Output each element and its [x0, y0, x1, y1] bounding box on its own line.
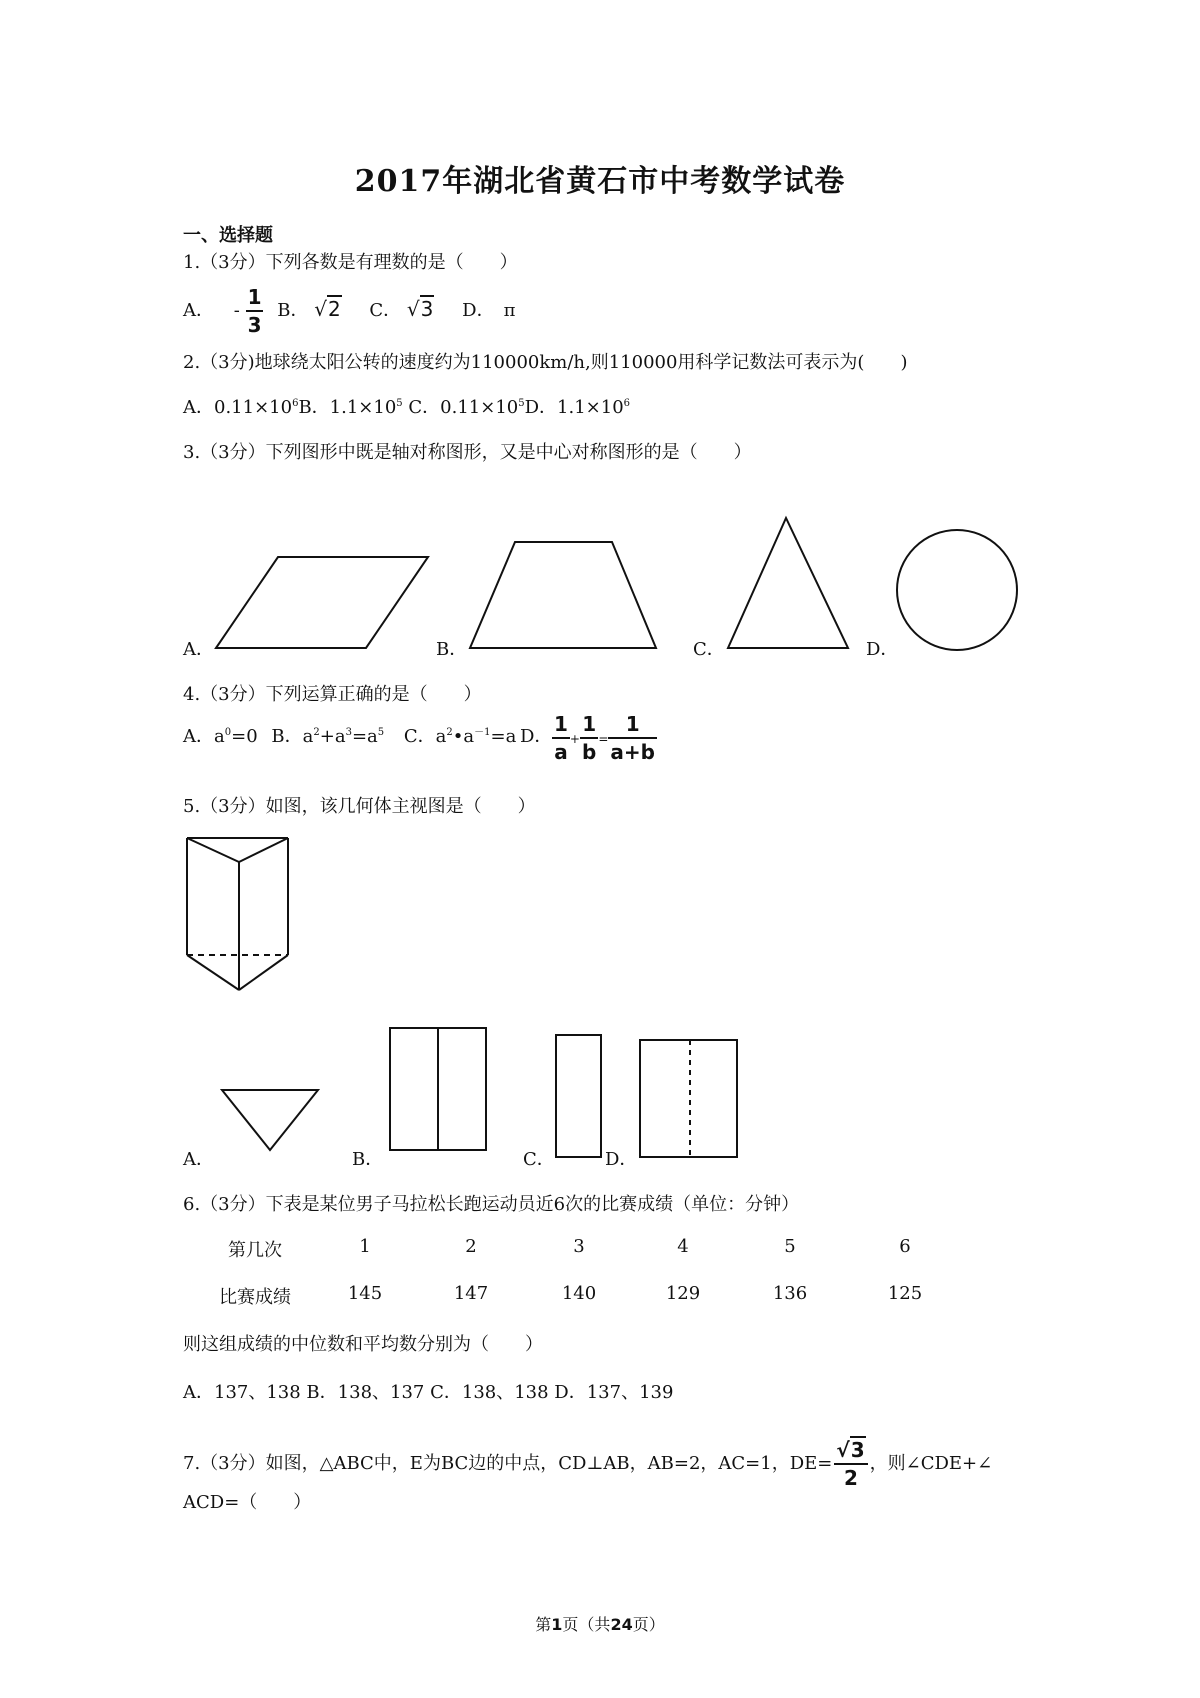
q7-sqrt3: √3	[836, 1438, 865, 1462]
q1-option-a[interactable]: A． - $\frac{1}{3}$	[183, 285, 262, 337]
table-cell: 140	[561, 1283, 597, 1304]
option-c-rect	[556, 1035, 601, 1157]
table-cell: 129	[665, 1283, 701, 1304]
table-header-cell: 第几次	[228, 1240, 282, 1261]
triangular-prism-shape	[187, 838, 288, 990]
q4-option-c[interactable]: C．$a^2•a^{-1}=a$	[403, 726, 517, 747]
q2-option-c[interactable]: C．$0.11\times 10^5$	[408, 397, 525, 418]
q4-d-expression: $\frac{1}{a}$ + $\frac{1}{b}$ = $\frac{1}{a+b}$	[554, 712, 655, 764]
table-cell: 3	[573, 1236, 585, 1257]
table-header-cell: 比赛成绩	[219, 1287, 291, 1308]
q2-option-b[interactable]: B．$1.1\times 10^5$	[298, 397, 403, 418]
q5-label-a[interactable]: A．	[183, 1149, 214, 1170]
table-cell: 145	[347, 1283, 383, 1304]
q4-option-d[interactable]: D．	[520, 726, 553, 747]
option-a-triangle	[222, 1090, 318, 1150]
q5-label-b[interactable]: B．	[352, 1149, 384, 1170]
q3-label-b[interactable]: B．	[436, 639, 468, 660]
q1-option-b[interactable]: B． √2	[277, 297, 341, 321]
q5-label-d[interactable]: D．	[605, 1149, 638, 1170]
q1-option-c[interactable]: C． √3	[369, 297, 434, 321]
q1-sqrt2: √2	[314, 297, 341, 321]
table-cell: 6	[899, 1236, 911, 1257]
q1-sqrt3: √3	[406, 297, 434, 321]
q4-option-a[interactable]: A．$a^0=0$	[183, 726, 258, 747]
q1-stem: 1.（3分）下列各数是有理数的是（ ）	[183, 252, 518, 273]
table-cell: 136	[772, 1283, 808, 1304]
q3-label-c[interactable]: C．	[693, 639, 725, 660]
q2-option-a[interactable]: A．$0.11\times 10^6$	[183, 397, 299, 418]
q1-option-d[interactable]: D． π	[462, 300, 516, 321]
q6-options[interactable]: A．137、138 B．138、137 C．138、138 D．137、139	[183, 1382, 674, 1403]
section-heading: 一、选择题	[183, 225, 273, 246]
q7-stem-continued: ACD=（ ）	[183, 1492, 312, 1513]
page-footer: 第1页（共24页）	[535, 1615, 665, 1634]
q3-label-a[interactable]: A．	[183, 639, 214, 660]
q1-fraction: $\frac{1}{3}$	[247, 285, 262, 337]
q6-stem: 6.（3分）下表是某位男子马拉松长跑运动员近6次的比赛成绩（单位：分钟）	[183, 1194, 800, 1215]
q5-stem: 5.（3分）如图，该几何体主视图是（ ）	[183, 796, 536, 817]
q7-stem: 7.（3分）如图，△ABC中，E为BC边的中点，CD⊥AB，AB=2，AC=1，DE= $\frac{√3}{2}$ ，则∠CDE+∠	[183, 1438, 993, 1490]
q2-option-d[interactable]: D．$1.1\times 10^6$	[524, 397, 631, 418]
q4-fraction-3: $\frac{1}{a+b}$	[610, 712, 655, 764]
table-cell: 1	[359, 1236, 371, 1257]
table-cell: 4	[677, 1236, 689, 1257]
q3-label-d[interactable]: D．	[866, 639, 899, 660]
q5-label-c[interactable]: C．	[523, 1149, 555, 1170]
q6-question: 则这组成绩的中位数和平均数分别为（ ）	[183, 1334, 543, 1355]
table-cell: 5	[784, 1236, 796, 1257]
q4-fraction-2: $\frac{1}{b}$	[581, 712, 597, 764]
page-title: 2017年湖北省黄石市中考数学试卷	[354, 164, 846, 199]
q3-stem: 3.（3分）下列图形中既是轴对称图形，又是中心对称图形的是（ ）	[183, 442, 752, 463]
q7-fraction: $\frac{√3}{2}$	[834, 1440, 867, 1488]
q4-fraction-1: $\frac{1}{a}$	[554, 712, 568, 764]
table-cell: 125	[887, 1283, 923, 1304]
option-d-rect	[640, 1040, 737, 1157]
table-cell: 147	[453, 1283, 489, 1304]
q5-options-figures	[222, 1028, 737, 1157]
q4-option-b[interactable]: B．$a^2+a^3=a^5$	[271, 726, 385, 747]
table-cell: 2	[465, 1236, 477, 1257]
q4-stem: 4.（3分）下列运算正确的是（ ）	[183, 684, 482, 705]
q2-stem: 2.（3分)地球绕太阳公转的速度约为110000km/h,则110000用科学记数法可表示为( )	[183, 352, 908, 373]
